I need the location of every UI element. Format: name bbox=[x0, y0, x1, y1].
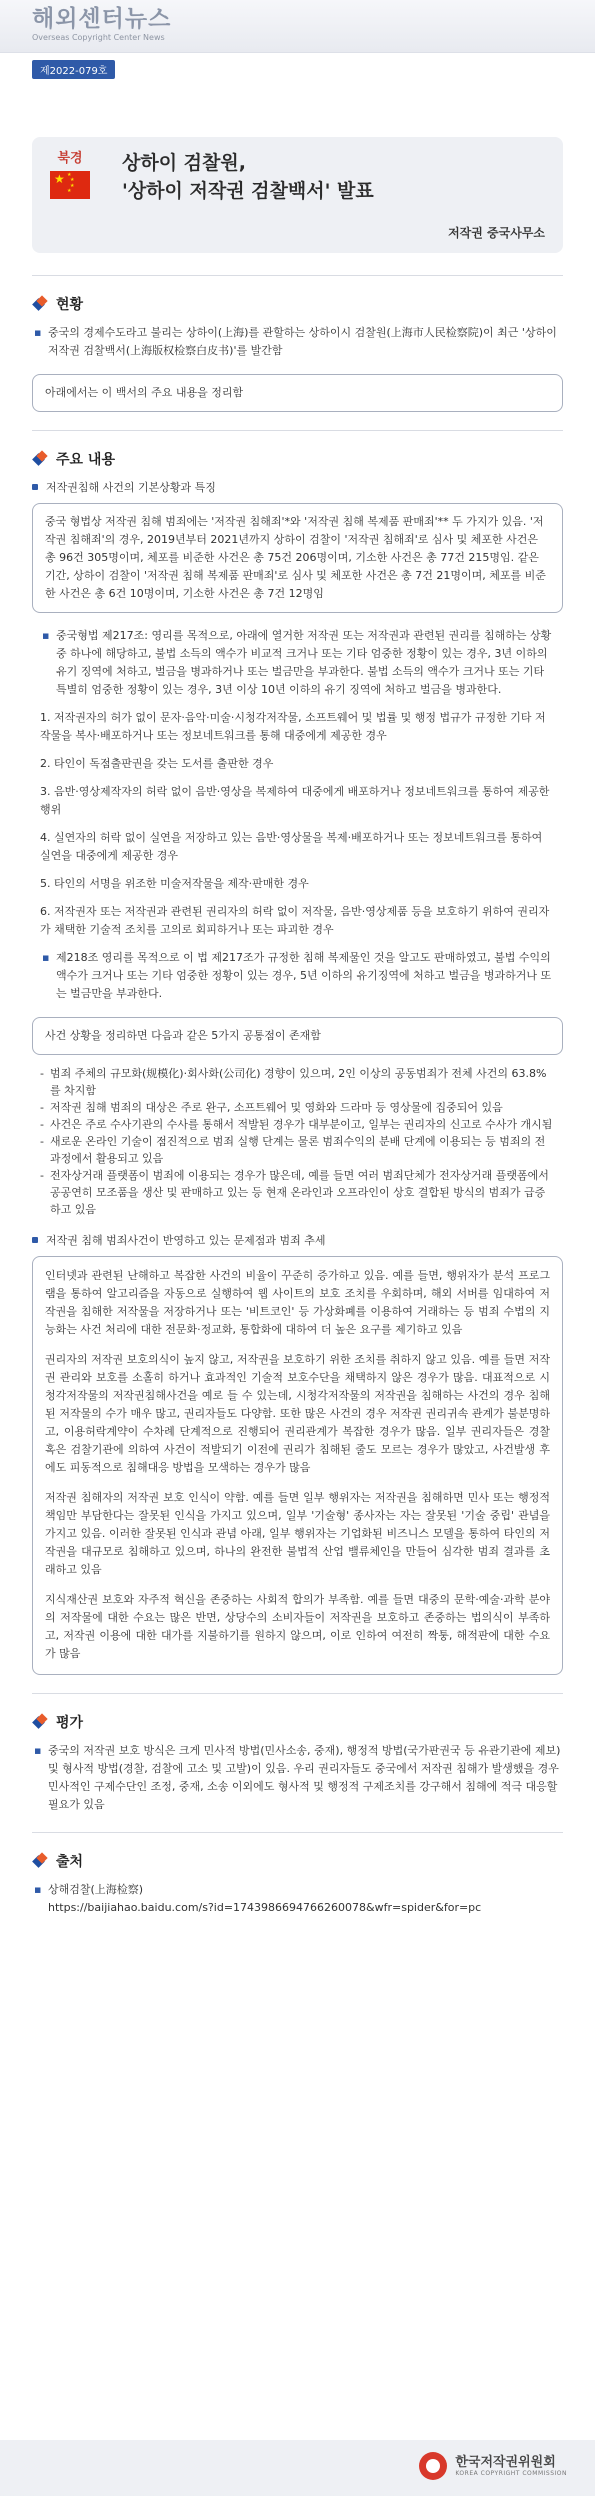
commission-name-english: KOREA COPYRIGHT COMMISSION bbox=[455, 2470, 567, 2477]
problem-paragraph: 인터넷과 관련된 난해하고 복잡한 사건의 비율이 꾸준히 증가하고 있음. 예를 들면, 행위자가 분석 프로그램을 통하여 알고리즘을 자동으로 실행하여 웹 사이트의 보호 조치를 우회하며, 해외 서버를 임대하여 저작권을 침해한 저작물을 저장하거나 또는 '비트코인' 등 가상화폐를 이용하여 거래하는 등 범죄 수법의 지능화는 사건 처리에 대한 전문화·정교화, 통합화에 대하여 더 높은 요구를 제기하고 있음 bbox=[45, 1269, 550, 1336]
footer bbox=[0, 2440, 595, 2496]
brand-subtitle: Overseas Copyright Center News bbox=[32, 33, 165, 42]
evaluation-bullet: ▪ 중국의 저작권 보호 방식은 크게 민사적 방법(민사소송, 중재), 행정적 방법(국가판권국 등 유관기관에 제보) 및 형사적 방법(경찰, 검찰에 고소 및 고발)이 있음. 우리 권리자들도 중국에서 저작권 침해가 발생했을 경우 민사적인 구제수단인 조정, 중재, 소송 이외에도 형사적 및 행정적 구제조치를 강구해서 침해에 적극 대응할 필요가 있음 bbox=[32, 1742, 563, 1814]
commission-logo bbox=[419, 2452, 567, 2480]
source-bullet: ▪ 상해검찰(上海检察) bbox=[32, 1881, 563, 1899]
section-main bbox=[32, 449, 563, 1675]
subheading-text: 저작권침해 사건의 기본상황과 특징 bbox=[46, 481, 216, 494]
section-divider bbox=[32, 1832, 563, 1833]
section-divider bbox=[32, 1693, 563, 1694]
list-item: 1. 저작권자의 허가 없이 문자·음악·미술·시청각저작물, 소프트웨어 및 법률 및 행정 법규가 규정한 기타 저작물을 복사·배포하거나 또는 정보네트워크를 통해 대중에게 제공한 경우 bbox=[40, 711, 546, 742]
section-title: 평가 bbox=[56, 1715, 84, 1731]
problems-box bbox=[32, 1256, 563, 1675]
commission-emblem-icon bbox=[419, 2452, 447, 2480]
square-bullet-icon bbox=[32, 484, 38, 490]
reporting-office: 저작권 중국사무소 bbox=[448, 226, 545, 240]
section-heading-source bbox=[32, 1851, 563, 1871]
criminal-law-article-217: ▪ 중국형법 제217조: 영리를 목적으로, 아래에 열거한 저작권 또는 저작권과 관련된 권리를 침해하는 상황 중 하나에 해당하고, 불법 소득의 액수가 비교적 크거나 또는 기타 엄중한 정황이 있는 경우, 3년 이하의 유기 징역에 처하고, 벌금을 병과하거나 또는 벌금만을 부과한다. 불법 소득의 액수가 크거나 또는 기타 특별히 엄중한 정황이 있는 경우, 3년 이상 10년 이하의 유기 징역에 처하고 벌금을 병과한다. bbox=[40, 627, 555, 699]
source-url-link[interactable]: https://baijiahao.baidu.com/s?id=1743986694766260078&wfr=spider&for=pc bbox=[48, 1901, 482, 1914]
article-title bbox=[122, 149, 374, 205]
section-title: 주요 내용 bbox=[56, 452, 115, 468]
list-item: 2. 타인이 독점출판권을 갖는 도서를 출판한 경우 bbox=[40, 757, 274, 770]
article-header bbox=[32, 137, 563, 253]
country-label: 북경 bbox=[57, 151, 83, 166]
status-summary-box: 아래에서는 이 백서의 주요 내용을 정리함 bbox=[32, 374, 563, 412]
common-features-box: 사건 상황을 정리하면 다음과 같은 5가지 공통점이 존재함 bbox=[32, 1017, 563, 1055]
list-item: 4. 실연자의 허락 없이 실연을 저장하고 있는 음반·영상물을 복제·배포하거나 또는 정보네트워크를 통하여 실연을 대중에게 제공한 경우 bbox=[40, 831, 543, 862]
section-source bbox=[32, 1851, 563, 1917]
feature-item: - 전자상거래 플랫폼이 범죄에 이용되는 경우가 많은데, 예를 들면 여러 범죄단체가 전자상거래 플랫폼에서 공공연히 모조품을 생산 및 판매하고 있는 등 현재 온라인과 오프라인이 상호 결합된 방식의 범죄가 급증하고 있음 bbox=[40, 1167, 555, 1218]
top-banner bbox=[0, 0, 595, 53]
square-bullet-icon bbox=[32, 1237, 38, 1243]
subheading-text: 저작권 침해 범죄사건이 반영하고 있는 문제점과 범죄 추세 bbox=[46, 1234, 326, 1247]
status-bullet: ▪ 중국의 경제수도라고 불리는 상하이(上海)를 관할하는 상하이시 검찰원(上海市人民检察院)이 최근 '상하이 저작권 검찰백서(上海版权检察白皮书)'를 발간함 bbox=[32, 324, 563, 360]
section-evaluation bbox=[32, 1712, 563, 1814]
problem-paragraph: 저작권 침해자의 저작권 보호 인식이 약함. 예를 들면 일부 행위자는 저작권을 침해하면 민사 또는 행정적 책임만 부담한다는 잘못된 인식을 가지고 있으며, 일부 '기술형' 종사자는 자는 잘못된 '기술 중립' 관념을 가지고 있음. 이러한 잘못된 인식과 관념 아래, 일부 행위자는 기업화된 비즈니스 모델을 통하여 타인의 저작권을 대규모로 침해하고 있으며, 하나의 완전한 불법적 산업 밸류체인을 만들어 심각한 범죄 결과를 초래하고 있음 bbox=[45, 1491, 550, 1576]
section-heading-main bbox=[32, 449, 563, 469]
article-title-line2: '상하이 저작권 검찰백서' 발표 bbox=[122, 180, 374, 202]
brand-title: 해외센터뉴스 bbox=[32, 6, 172, 32]
list-item: 5. 타인의 서명을 위조한 미술저작물을 제작·판매한 경우 bbox=[40, 877, 309, 890]
feature-item: - 저작권 침해 범죄의 대상은 주로 완구, 소프트웨어 및 영화와 드라마 등 영상물에 집중되어 있음 bbox=[40, 1099, 555, 1116]
section-status bbox=[32, 294, 563, 412]
page-spacer bbox=[0, 0, 1, 2496]
feature-item: - 새로운 온라인 기술이 점진적으로 범죄 실행 단계는 물론 범죄수익의 분배 단계에 이용되는 등 범죄의 전 과정에서 활용되고 있음 bbox=[40, 1133, 555, 1167]
section-heading-status bbox=[32, 294, 563, 314]
subheading-basic-status bbox=[32, 479, 563, 495]
commission-name: 한국저작권위원회 bbox=[455, 2455, 556, 2470]
country-block bbox=[50, 147, 90, 199]
issue-number-badge: 제2022-079호 bbox=[32, 60, 115, 79]
problem-paragraph: 지식재산권 보호와 자주적 혁신을 존중하는 사회적 합의가 부족함. 예를 들면 대중의 문학·예술·과학 분야의 저작물에 대한 수요는 많은 반면, 상당수의 소비자들이 저작권을 보호하고 존중하는 법의식이 부족하고, 저작권 이용에 대한 대가를 지불하기를 원하지 않으며, 이로 인하여 여전히 짝퉁, 해적판에 대한 수요가 많음 bbox=[45, 1593, 550, 1660]
diamond-bullet-icon bbox=[32, 296, 48, 312]
feature-item: - 사건은 주로 수사기관의 수사를 통해서 적발된 경우가 대부분이고, 일부는 권리자의 신고로 수사가 개시됨 bbox=[40, 1116, 555, 1133]
header-divider bbox=[32, 275, 563, 276]
feature-item: - 범죄 주체의 규모화(规模化)·회사화(公司化) 경향이 있으며, 2인 이상의 공동범죄가 전체 사건의 63.8%를 차지함 bbox=[40, 1065, 555, 1099]
criminal-law-article-218: ▪ 제218조 영리를 목적으로 이 법 제217조가 규정한 침해 복제물인 것을 알고도 판매하였고, 불법 수익의 액수가 크거나 또는 기타 엄중한 정황이 있는 경우, 5년 이하의 유기징역에 처하고 벌금을 병과하거나 또는 벌금만을 부과한다. bbox=[40, 949, 555, 1003]
list-item: 6. 저작권자 또는 저작권과 관련된 권리자의 허락 없이 저작물, 음반·영상제품 등을 보호하기 위하여 권리자가 채택한 기술적 조치를 고의로 회피하거나 또는 파괴한 경우 bbox=[40, 905, 550, 936]
subheading-problems bbox=[32, 1232, 563, 1248]
article-title-line1: 상하이 검찰원, bbox=[122, 152, 246, 174]
section-title: 출처 bbox=[56, 1854, 84, 1870]
section-divider bbox=[32, 430, 563, 431]
law-notes bbox=[32, 627, 563, 1003]
common-features-list bbox=[32, 1065, 563, 1218]
diamond-bullet-icon bbox=[32, 451, 48, 467]
problem-paragraph: 권리자의 저작권 보호의식이 높지 않고, 저작권을 보호하기 위한 조치를 취하지 않고 있음. 예를 들면 저작권 관리와 보호를 소홀히 하거나 효과적인 기술적 보호수단을 채택하지 않은 경우가 많음. 대표적으로 시청각저작물의 저작권침해사건을 예로 들 수 있는데, 시청각저작물의 저작권을 침해하는 사건의 경우 침해된 저작물의 수가 매우 많고, 권리자들도 다양함. 또한 많은 사건의 경우 저작권 권리귀속 관계가 불분명하고, 이용허락계약이 수차례 단계적으로 진행되어 권리관계가 복잡한 경우가 많음. 일부 권리자들은 경찰 혹은 검찰기관에 의하여 사건이 적발되기 이전에 권리가 침해된 줄도 모르는 경우가 많았고, 사건발생 후에도 피동적으로 침해대응 방법을 모색하는 경우가 많음 bbox=[45, 1353, 550, 1474]
statistics-box: 중국 형법상 저작권 침해 범죄에는 '저작권 침해죄'*와 '저작권 침해 복제품 판매죄'** 두 가지가 있음. '저작권 침해죄'의 경우, 2019년부터 2021년까지 상하이 검찰이 '저작권 침해죄'로 심사 및 체포한 사건은 총 96건 305명이며, 체포를 비준한 사건은 총 75건 206명이며, 기소한 사건은 총 77건 215명임. 같은 기간, 상하이 검찰이 '저작권 침해 복제품 판매죄'로 심사 및 체포한 사건은 총 7건 21명이며, 체포를 비준한 사건은 총 6건 10명이며, 기소한 사건은 총 7건 12명임 bbox=[32, 503, 563, 613]
diamond-bullet-icon bbox=[32, 1853, 48, 1869]
list-item: 3. 음반·영상제작자의 허락 없이 음반·영상을 복제하여 대중에게 배포하거나 정보네트워크를 통하여 제공한 행위 bbox=[40, 785, 550, 816]
section-title: 현황 bbox=[56, 297, 84, 313]
brand bbox=[32, 6, 171, 42]
diamond-bullet-icon bbox=[32, 1714, 48, 1730]
section-heading-evaluation bbox=[32, 1712, 563, 1732]
china-flag-icon: ★ ★ ★ ★ ★ bbox=[50, 171, 90, 199]
